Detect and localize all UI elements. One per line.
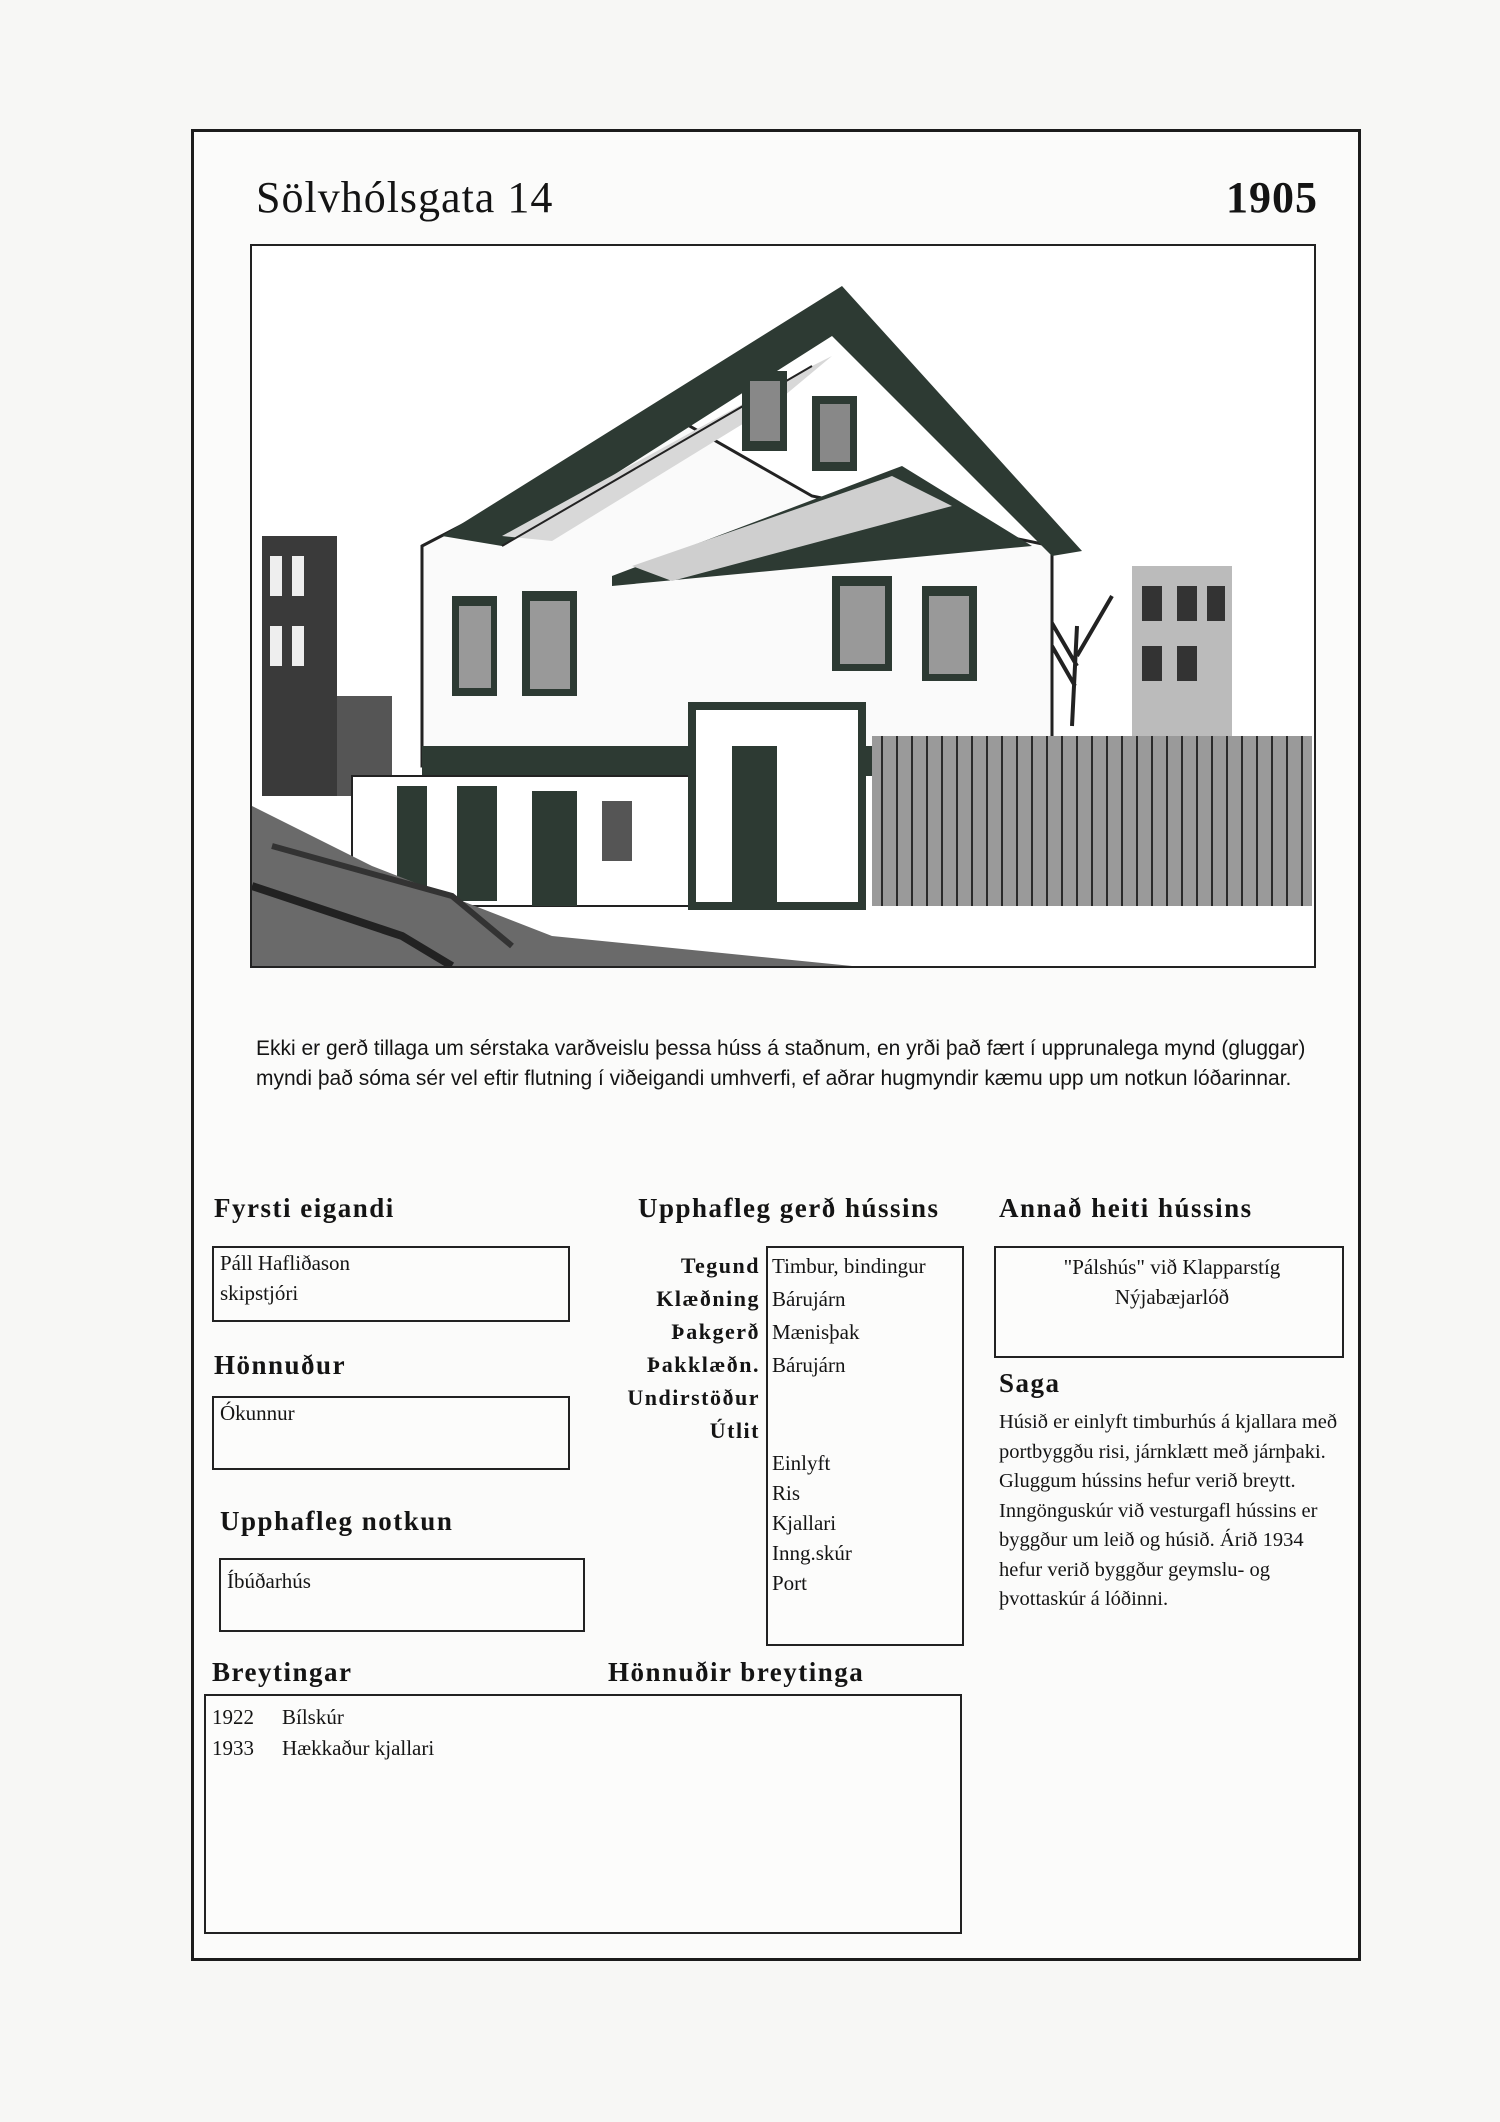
other-name-box <box>994 1246 1344 1358</box>
change-year: 1922 <box>212 1705 254 1729</box>
designer-box <box>212 1396 570 1470</box>
page-title: Sölvhólsgata 14 <box>256 173 554 222</box>
label-klaedning: Klæðning <box>656 1286 760 1311</box>
house-photo-icon <box>252 246 1314 966</box>
first-owner-heading: Fyrsti eigandi <box>214 1193 395 1223</box>
designer-heading: Hönnuður <box>214 1350 347 1380</box>
original-type-box <box>766 1246 964 1646</box>
first-owner-name: Páll Hafliðason <box>220 1251 351 1275</box>
changes-heading: Breytingar <box>212 1657 353 1687</box>
change-designers-heading: Hönnuðir breytinga <box>608 1657 865 1687</box>
label-thakklaedn: Þakklæðn. <box>646 1352 760 1377</box>
other-name-line2: Nýjabæjarlóð <box>1114 1285 1230 1309</box>
saga-heading: Saga <box>999 1368 1061 1398</box>
original-use-value: Íbúðarhús <box>227 1569 311 1593</box>
label-utlit: Útlit <box>709 1418 760 1443</box>
first-owner-box <box>212 1246 570 1322</box>
other-name-line1: "Pálshús" við Klapparstíg <box>1063 1255 1281 1279</box>
appearance-ris: Ris <box>772 1481 801 1505</box>
first-owner-title: skipstjóri <box>220 1281 299 1305</box>
change-text: Hækkaður kjallari <box>282 1736 435 1760</box>
appearance-port: Port <box>772 1571 808 1595</box>
original-use-heading: Upphafleg notkun <box>220 1506 454 1536</box>
value-klaedning: Bárujárn <box>772 1287 846 1311</box>
designer-value: Ókunnur <box>220 1401 295 1425</box>
label-undirstodur: Undirstöður <box>627 1385 760 1410</box>
value-tegund: Timbur, bindingur <box>772 1254 926 1278</box>
label-thakgerd: Þakgerð <box>671 1319 760 1344</box>
value-thakklaedn: Bárujárn <box>772 1353 846 1377</box>
change-text: Bílskúr <box>282 1705 344 1729</box>
change-row <box>206 1733 960 1764</box>
house-photo <box>250 244 1316 968</box>
appearance-inngskur: Inng.skúr <box>772 1541 852 1565</box>
caption-text: Ekki er gerð tillaga um sérstaka varðveislu þessa húss á staðnum, en yrði það fært í upprunalega mynd (gluggar) myndi það sóma sér vel eftir flutning í viðeigandi umhverfi, ef aðrar hugmyndir kæmu upp um notkun lóðarinnar. <box>256 1037 1306 1090</box>
other-name-heading: Annað heiti hússins <box>999 1193 1253 1223</box>
year-built: 1905 <box>1226 173 1318 222</box>
appearance-kjallari: Kjallari <box>772 1511 837 1535</box>
change-year: 1933 <box>212 1736 254 1760</box>
label-tegund: Tegund <box>680 1253 760 1278</box>
appearance-einlyft: Einlyft <box>772 1451 831 1475</box>
changes-box <box>204 1694 962 1934</box>
change-row <box>206 1702 960 1733</box>
record-sheet <box>191 129 1361 1961</box>
original-type-labels <box>590 1249 760 1447</box>
saga-text: Húsið er einlyft timburhús á kjallara með portbyggðu risi, járnklætt með járnþaki. Gluggum hússins hefur verið breytt. Inngönguskúr við vesturgafl hússins er byggður um leið og húsið. Árið 1934 hefur verið byggður geymslu- og þvottaskúr á lóðinni. <box>999 1411 1338 1610</box>
value-thakgerd: Mænisþak <box>772 1320 860 1344</box>
original-use-box <box>219 1558 585 1632</box>
original-type-heading: Upphafleg gerð hússins <box>638 1193 940 1223</box>
